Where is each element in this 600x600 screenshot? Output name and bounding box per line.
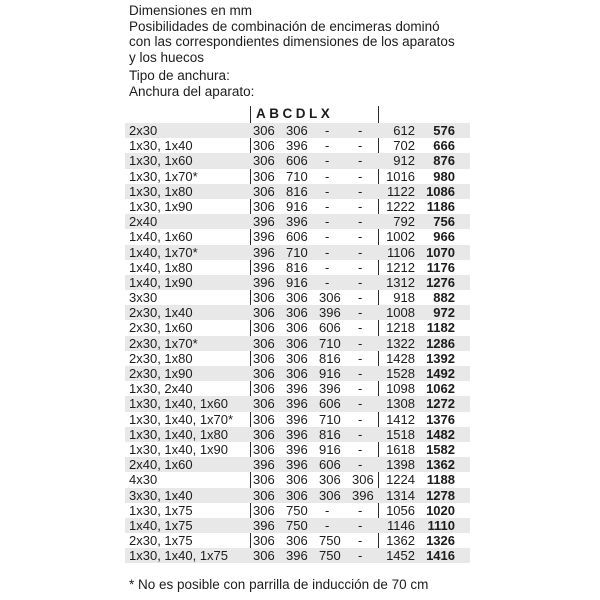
column-letters-header: ABCDLX bbox=[256, 106, 334, 121]
cell-width-a: 396 bbox=[253, 229, 275, 245]
cell-cutout-width: 1188 bbox=[426, 472, 455, 488]
cell-cutout-width: 1376 bbox=[426, 411, 455, 427]
table-row bbox=[125, 169, 470, 184]
cell-width-d: - bbox=[358, 441, 363, 457]
cell-total-length: 1002 bbox=[386, 229, 415, 245]
cell-total-length: 1452 bbox=[386, 548, 415, 564]
cell-total-length: 1222 bbox=[386, 198, 415, 214]
table-row bbox=[125, 548, 470, 563]
cell-width-b: 816 bbox=[286, 259, 308, 275]
cell-width-a: 306 bbox=[253, 138, 275, 154]
row-label: 2x30, 1x70* bbox=[129, 335, 198, 351]
subheader-line-anchura: Anchura del aparato: bbox=[129, 83, 255, 99]
cell-width-b: 606 bbox=[286, 229, 308, 245]
cell-width-b: 306 bbox=[286, 472, 308, 488]
cell-cutout-width: 1582 bbox=[426, 441, 455, 457]
table-row bbox=[125, 245, 470, 260]
cell-width-a: 306 bbox=[253, 411, 275, 427]
cell-width-d: - bbox=[358, 457, 363, 473]
cell-width-d: - bbox=[358, 533, 363, 549]
cell-width-d: - bbox=[358, 168, 363, 184]
cell-width-c: 750 bbox=[319, 548, 341, 564]
cell-total-length: 1322 bbox=[386, 335, 415, 351]
cell-width-c: 606 bbox=[319, 396, 341, 412]
cell-total-length: 1428 bbox=[386, 350, 415, 366]
cell-width-c: - bbox=[325, 502, 330, 518]
cell-cutout-width: 972 bbox=[433, 305, 455, 321]
cell-width-d: - bbox=[358, 259, 363, 275]
cell-total-length: 792 bbox=[393, 214, 415, 230]
header-line-3: y los huecos bbox=[129, 50, 205, 66]
cell-cutout-width: 1176 bbox=[426, 259, 455, 275]
cell-width-a: 306 bbox=[253, 396, 275, 412]
row-label: 4x30 bbox=[129, 472, 158, 488]
cell-width-d: 306 bbox=[352, 472, 374, 488]
cell-width-b: 396 bbox=[286, 396, 308, 412]
cell-width-c: - bbox=[325, 198, 330, 214]
cell-total-length: 1008 bbox=[386, 305, 415, 321]
cell-width-b: 396 bbox=[286, 214, 308, 230]
subheader-block bbox=[129, 68, 254, 99]
row-label: 3x30, 1x40 bbox=[129, 487, 193, 503]
table-row bbox=[125, 153, 470, 168]
row-label: 1x40, 1x75 bbox=[129, 517, 193, 533]
table-row bbox=[125, 427, 470, 442]
cell-width-c: - bbox=[325, 244, 330, 260]
cell-cutout-width: 576 bbox=[433, 123, 455, 138]
header-line-1: Posibilidades de combinación de encimeras dominó bbox=[129, 18, 440, 34]
row-label: 2x30, 1x90 bbox=[129, 366, 193, 381]
table-row bbox=[125, 199, 470, 214]
cell-width-c: 306 bbox=[319, 472, 341, 488]
cell-cutout-width: 1272 bbox=[426, 396, 455, 412]
cell-width-b: 396 bbox=[286, 441, 308, 457]
cell-width-c: - bbox=[325, 229, 330, 245]
cell-width-d: 396 bbox=[352, 487, 374, 503]
table-row bbox=[125, 457, 470, 472]
cell-cutout-width: 1416 bbox=[426, 548, 455, 564]
cell-width-a: 306 bbox=[253, 123, 275, 138]
row-label: 2x30, 1x75 bbox=[129, 533, 193, 549]
cell-cutout-width: 666 bbox=[433, 138, 455, 154]
cell-total-length: 1308 bbox=[386, 396, 415, 412]
cell-cutout-width: 1492 bbox=[426, 366, 455, 381]
table-row bbox=[125, 366, 470, 381]
cell-width-d: - bbox=[358, 244, 363, 260]
combinations-table bbox=[125, 123, 470, 563]
row-label: 1x40, 1x80 bbox=[129, 259, 193, 275]
cell-width-a: 396 bbox=[253, 214, 275, 230]
row-label: 1x30, 1x40, 1x60 bbox=[129, 396, 229, 412]
cell-width-a: 306 bbox=[253, 366, 275, 381]
table-row bbox=[125, 320, 470, 335]
table-row bbox=[125, 351, 470, 366]
cell-width-c: 306 bbox=[319, 290, 341, 306]
table-row bbox=[125, 533, 470, 548]
cell-width-d: - bbox=[358, 366, 363, 381]
cell-total-length: 1314 bbox=[386, 487, 415, 503]
table-row bbox=[125, 275, 470, 290]
cell-total-length: 1218 bbox=[386, 320, 415, 336]
cell-width-d: - bbox=[358, 138, 363, 154]
cell-total-length: 1398 bbox=[386, 457, 415, 473]
cell-width-b: 710 bbox=[286, 168, 308, 184]
table-row bbox=[125, 488, 470, 503]
cell-width-c: - bbox=[325, 138, 330, 154]
row-label: 1x30, 1x70* bbox=[129, 168, 198, 184]
cell-width-b: 306 bbox=[286, 533, 308, 549]
cell-total-length: 1122 bbox=[387, 183, 415, 199]
cell-width-a: 396 bbox=[253, 274, 275, 290]
cell-cutout-width: 1392 bbox=[426, 350, 455, 366]
header-block bbox=[129, 3, 455, 66]
cell-width-a: 396 bbox=[253, 517, 275, 533]
row-label: 1x30, 1x60 bbox=[129, 153, 193, 169]
row-label: 2x30 bbox=[129, 123, 158, 138]
cell-width-b: 306 bbox=[286, 335, 308, 351]
table-row bbox=[125, 305, 470, 320]
row-label: 1x30, 1x40 bbox=[129, 138, 193, 154]
cell-total-length: 1212 bbox=[386, 259, 415, 275]
cell-cutout-width: 876 bbox=[433, 153, 455, 169]
cell-width-d: - bbox=[358, 305, 363, 321]
cell-width-c: 750 bbox=[319, 533, 341, 549]
cell-cutout-width: 1086 bbox=[426, 183, 455, 199]
cell-width-c: - bbox=[325, 168, 330, 184]
row-label: 1x30, 2x40 bbox=[129, 381, 193, 397]
cell-width-a: 306 bbox=[253, 381, 275, 397]
cell-total-length: 1106 bbox=[387, 244, 415, 260]
cell-width-a: 396 bbox=[253, 244, 275, 260]
cell-width-a: 306 bbox=[253, 305, 275, 321]
cell-width-c: 396 bbox=[319, 305, 341, 321]
cell-width-b: 306 bbox=[286, 123, 308, 138]
cell-width-c: 710 bbox=[319, 335, 341, 351]
row-label: 1x30, 1x40, 1x70* bbox=[129, 411, 234, 427]
cell-cutout-width: 1326 bbox=[426, 533, 455, 549]
cell-width-a: 306 bbox=[253, 426, 275, 442]
row-label: 1x30, 1x90 bbox=[129, 198, 193, 214]
cell-width-b: 710 bbox=[286, 244, 308, 260]
table-row bbox=[125, 442, 470, 457]
row-label: 2x30, 1x40 bbox=[129, 305, 193, 321]
cell-width-a: 306 bbox=[253, 335, 275, 351]
cell-width-c: - bbox=[325, 153, 330, 169]
cell-width-b: 396 bbox=[286, 138, 308, 154]
table-row bbox=[125, 412, 470, 427]
cell-cutout-width: 756 bbox=[433, 214, 455, 230]
cell-width-b: 396 bbox=[286, 548, 308, 564]
cell-width-a: 306 bbox=[253, 487, 275, 503]
cell-width-d: - bbox=[358, 396, 363, 412]
cell-total-length: 1016 bbox=[386, 168, 415, 184]
cell-cutout-width: 1110 bbox=[427, 517, 455, 533]
row-label: 1x30, 1x75 bbox=[129, 502, 193, 518]
cell-total-length: 1056 bbox=[386, 502, 415, 518]
cell-total-length: 1528 bbox=[386, 366, 415, 381]
table-row bbox=[125, 123, 470, 138]
cell-total-length: 612 bbox=[393, 123, 415, 138]
cell-width-d: - bbox=[358, 229, 363, 245]
table-row bbox=[125, 518, 470, 533]
cell-width-d: - bbox=[358, 335, 363, 351]
cell-width-a: 306 bbox=[253, 441, 275, 457]
cell-total-length: 1312 bbox=[386, 274, 415, 290]
subheader-line-tipo: Tipo de anchura: bbox=[129, 68, 230, 83]
cell-width-b: 750 bbox=[286, 502, 308, 518]
row-label: 1x40, 1x70* bbox=[129, 244, 198, 260]
cell-width-c: - bbox=[325, 183, 330, 199]
row-label: 1x30, 1x40, 1x90 bbox=[129, 441, 229, 457]
cell-width-c: - bbox=[325, 274, 330, 290]
header-line-units: Dimensiones en mm bbox=[129, 3, 253, 18]
cell-cutout-width: 1070 bbox=[426, 244, 455, 260]
cell-width-d: - bbox=[358, 517, 363, 533]
cell-width-d: - bbox=[358, 153, 363, 169]
cell-width-a: 306 bbox=[253, 350, 275, 366]
row-label: 3x30 bbox=[129, 290, 158, 306]
table-row bbox=[125, 396, 470, 411]
cell-cutout-width: 882 bbox=[433, 290, 455, 306]
cell-width-c: 816 bbox=[319, 350, 341, 366]
cell-width-d: - bbox=[358, 123, 363, 138]
cell-width-b: 306 bbox=[286, 290, 308, 306]
cell-width-b: 306 bbox=[286, 320, 308, 336]
cell-cutout-width: 1062 bbox=[426, 381, 455, 397]
cell-width-c: 396 bbox=[319, 381, 341, 397]
cell-width-c: 916 bbox=[319, 441, 341, 457]
cell-width-b: 396 bbox=[286, 426, 308, 442]
row-label: 1x40, 1x60 bbox=[129, 229, 193, 245]
cell-cutout-width: 1362 bbox=[426, 457, 455, 473]
cell-width-b: 306 bbox=[286, 366, 308, 381]
cell-total-length: 1518 bbox=[386, 426, 415, 442]
cell-width-d: - bbox=[358, 426, 363, 442]
row-label: 2x30, 1x80 bbox=[129, 350, 193, 366]
table-row bbox=[125, 138, 470, 153]
cell-width-c: - bbox=[325, 214, 330, 230]
cell-width-a: 306 bbox=[253, 198, 275, 214]
cell-width-b: 306 bbox=[286, 350, 308, 366]
cell-width-d: - bbox=[358, 381, 363, 397]
cell-width-b: 396 bbox=[286, 381, 308, 397]
row-label: 2x30, 1x60 bbox=[129, 320, 193, 336]
cell-width-b: 916 bbox=[286, 274, 308, 290]
cell-width-a: 306 bbox=[253, 153, 275, 169]
cell-width-b: 816 bbox=[286, 183, 308, 199]
cell-cutout-width: 966 bbox=[433, 229, 455, 245]
table-row bbox=[125, 290, 470, 305]
cell-width-c: 816 bbox=[319, 426, 341, 442]
cell-cutout-width: 1182 bbox=[426, 320, 455, 336]
row-label: 1x40, 1x90 bbox=[129, 274, 193, 290]
cell-cutout-width: 1482 bbox=[426, 426, 455, 442]
cell-width-d: - bbox=[358, 350, 363, 366]
row-label: 1x30, 1x40, 1x75 bbox=[129, 548, 229, 564]
cell-total-length: 1146 bbox=[387, 517, 415, 533]
cell-total-length: 912 bbox=[393, 153, 415, 169]
cell-total-length: 1098 bbox=[386, 381, 415, 397]
cell-width-a: 306 bbox=[253, 290, 275, 306]
table-row bbox=[125, 381, 470, 396]
cell-width-d: - bbox=[358, 320, 363, 336]
cell-width-a: 306 bbox=[253, 168, 275, 184]
cell-width-a: 396 bbox=[253, 259, 275, 275]
cell-width-a: 306 bbox=[253, 472, 275, 488]
cell-total-length: 1618 bbox=[386, 441, 415, 457]
cell-total-length: 1412 bbox=[386, 411, 415, 427]
cell-width-a: 306 bbox=[253, 548, 275, 564]
table-row bbox=[125, 503, 470, 518]
cell-width-c: - bbox=[325, 259, 330, 275]
cell-width-c: - bbox=[325, 517, 330, 533]
footnote: * No es posible con parrilla de inducción de 70 cm bbox=[129, 577, 429, 592]
cell-cutout-width: 1278 bbox=[426, 487, 455, 503]
cell-width-d: - bbox=[358, 502, 363, 518]
cell-width-c: 606 bbox=[319, 320, 341, 336]
cell-cutout-width: 1276 bbox=[426, 274, 455, 290]
cell-width-a: 396 bbox=[253, 457, 275, 473]
cell-width-a: 306 bbox=[253, 502, 275, 518]
cell-width-c: 606 bbox=[319, 457, 341, 473]
cell-width-d: - bbox=[358, 183, 363, 199]
cell-total-length: 702 bbox=[393, 138, 415, 154]
cell-width-b: 606 bbox=[286, 153, 308, 169]
table-row bbox=[125, 184, 470, 199]
cell-width-d: - bbox=[358, 198, 363, 214]
cell-total-length: 1362 bbox=[386, 533, 415, 549]
table-row bbox=[125, 336, 470, 351]
cell-width-d: - bbox=[358, 548, 363, 564]
cell-width-b: 306 bbox=[286, 305, 308, 321]
cell-width-b: 396 bbox=[286, 411, 308, 427]
cell-width-c: 306 bbox=[319, 487, 341, 503]
cell-width-a: 306 bbox=[253, 320, 275, 336]
row-label: 2x40, 1x60 bbox=[129, 457, 193, 473]
cell-width-d: - bbox=[358, 290, 363, 306]
cell-cutout-width: 1020 bbox=[426, 502, 455, 518]
cell-width-b: 306 bbox=[286, 487, 308, 503]
table-row bbox=[125, 472, 470, 487]
cell-width-b: 916 bbox=[286, 198, 308, 214]
cell-width-a: 306 bbox=[253, 183, 275, 199]
header-line-2: con las correspondientes dimensiones de los aparatos bbox=[129, 34, 455, 50]
cell-width-a: 306 bbox=[253, 533, 275, 549]
table-row bbox=[125, 214, 470, 229]
table-row bbox=[125, 229, 470, 244]
row-label: 1x30, 1x80 bbox=[129, 183, 193, 199]
row-label: 1x30, 1x40, 1x80 bbox=[129, 426, 229, 442]
cell-width-c: - bbox=[325, 123, 330, 138]
row-label: 2x40 bbox=[129, 214, 158, 230]
table-row bbox=[125, 260, 470, 275]
cell-total-length: 1224 bbox=[386, 472, 415, 488]
cell-cutout-width: 1286 bbox=[426, 335, 455, 351]
cell-width-b: 396 bbox=[286, 457, 308, 473]
cell-width-c: 916 bbox=[319, 366, 341, 381]
cell-width-d: - bbox=[358, 411, 363, 427]
cell-width-c: 710 bbox=[319, 411, 341, 427]
cell-width-d: - bbox=[358, 274, 363, 290]
cell-total-length: 918 bbox=[393, 290, 415, 306]
cell-width-b: 750 bbox=[286, 517, 308, 533]
cell-cutout-width: 980 bbox=[433, 168, 455, 184]
cell-width-d: - bbox=[358, 214, 363, 230]
cell-cutout-width: 1186 bbox=[426, 198, 455, 214]
